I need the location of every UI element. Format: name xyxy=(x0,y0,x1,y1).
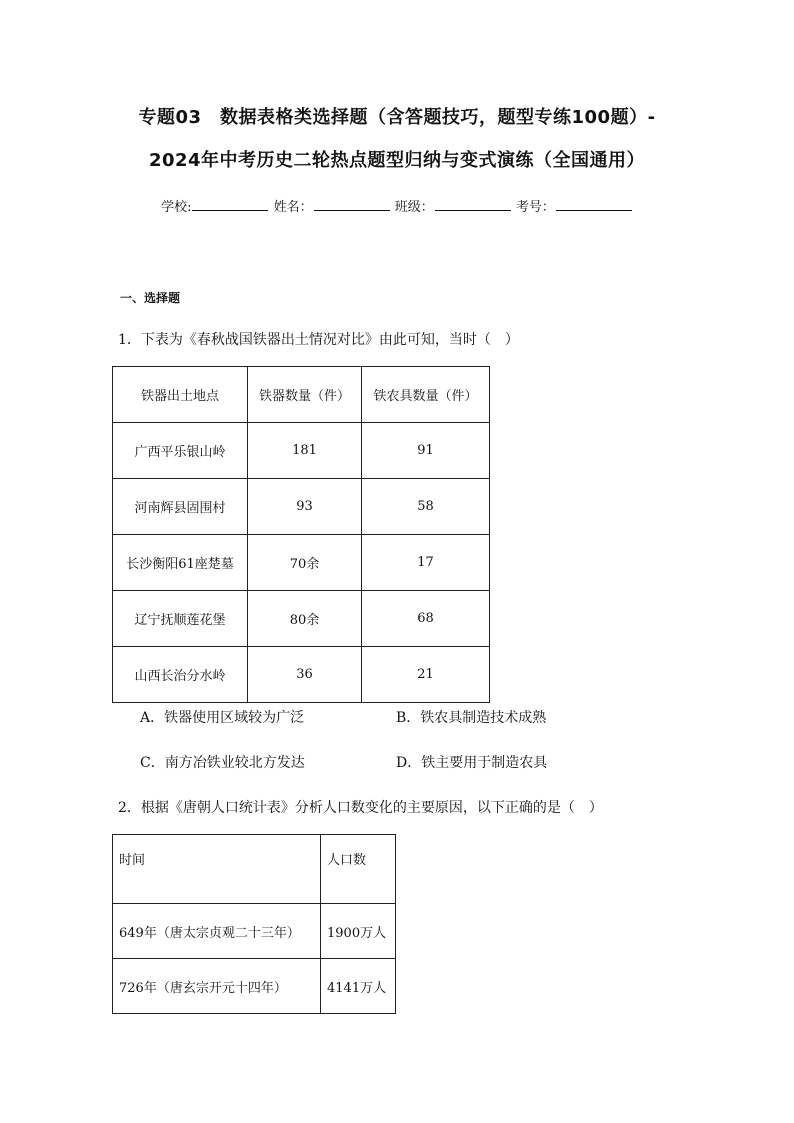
class-label: 班级： xyxy=(394,200,434,215)
table-cell: 长沙衡阳61座楚墓 xyxy=(113,535,248,591)
table-row xyxy=(113,904,396,959)
name-field[interactable] xyxy=(274,196,391,215)
table-cell: 17 xyxy=(362,535,490,591)
table-cell: 93 xyxy=(248,479,362,535)
tang-population-table xyxy=(112,834,396,1014)
table-cell: 辽宁抚顺莲花堡 xyxy=(113,591,248,647)
table-cell: 河南辉县固围村 xyxy=(113,479,248,535)
table-cell: 36 xyxy=(248,647,362,703)
table-cell: 4141万人 xyxy=(321,959,396,1014)
school-field[interactable] xyxy=(161,196,269,215)
class-field[interactable] xyxy=(395,196,512,215)
table-header-row xyxy=(113,835,396,904)
school-label: 学校: xyxy=(161,200,192,215)
school-blank[interactable] xyxy=(192,198,268,211)
section-title: 一、选择题 xyxy=(120,291,181,305)
name-label: 姓名： xyxy=(273,200,313,215)
iron-artifacts-table xyxy=(112,366,490,703)
class-blank[interactable] xyxy=(435,198,511,211)
table-cell: 70余 xyxy=(248,535,362,591)
table-cell: 1900万人 xyxy=(321,904,396,959)
table-header-cell: 铁农具数量（件） xyxy=(362,367,490,423)
table-cell: 山西长治分水岭 xyxy=(113,647,248,703)
table-cell: 21 xyxy=(362,647,490,703)
exam-number-label: 考号： xyxy=(515,200,555,215)
exam-number-field[interactable] xyxy=(516,196,633,215)
table-header-cell: 人口数 xyxy=(321,835,396,904)
table-cell: 80余 xyxy=(248,591,362,647)
exam-number-blank[interactable] xyxy=(556,198,632,211)
table-header-cell: 铁器出土地点 xyxy=(113,367,248,423)
table-header-row xyxy=(113,367,490,423)
document-title-line1: 专题03 数据表格类选择题（含答题技巧，题型专练100题）- xyxy=(138,107,656,128)
table-row xyxy=(113,959,396,1014)
name-blank[interactable] xyxy=(314,198,390,211)
table-row xyxy=(113,479,490,535)
table-row xyxy=(113,591,490,647)
document-title-line2: 2024年中考历史二轮热点题型归纳与变式演练（全国通用） xyxy=(148,150,646,171)
table-cell: 91 xyxy=(362,423,490,479)
table-cell: 广西平乐银山岭 xyxy=(113,423,248,479)
table-row xyxy=(113,647,490,703)
student-info-line xyxy=(0,196,794,215)
table-cell: 181 xyxy=(248,423,362,479)
question-1-option-b[interactable]: B．铁农具制造技术成熟 xyxy=(396,710,547,726)
table-cell: 68 xyxy=(362,591,490,647)
question-2-stem: 2．根据《唐朝人口统计表》分析人口数变化的主要原因，以下正确的是（ ） xyxy=(118,800,603,816)
table-row xyxy=(113,535,490,591)
table-cell: 649年（唐太宗贞观二十三年） xyxy=(113,904,321,959)
table-cell: 726年（唐玄宗开元十四年） xyxy=(113,959,321,1014)
table-cell: 58 xyxy=(362,479,490,535)
table-row xyxy=(113,423,490,479)
question-1-stem: 1．下表为《春秋战国铁器出土情况对比》由此可知，当时（ ） xyxy=(118,332,519,348)
question-1-option-c[interactable]: C．南方冶铁业较北方发达 xyxy=(140,755,305,771)
table-header-cell: 铁器数量（件） xyxy=(248,367,362,423)
question-1-option-a[interactable]: A．铁器使用区域较为广泛 xyxy=(140,710,305,726)
question-1-option-d[interactable]: D．铁主要用于制造农具 xyxy=(396,755,548,771)
table-header-cell: 时间 xyxy=(113,835,321,904)
